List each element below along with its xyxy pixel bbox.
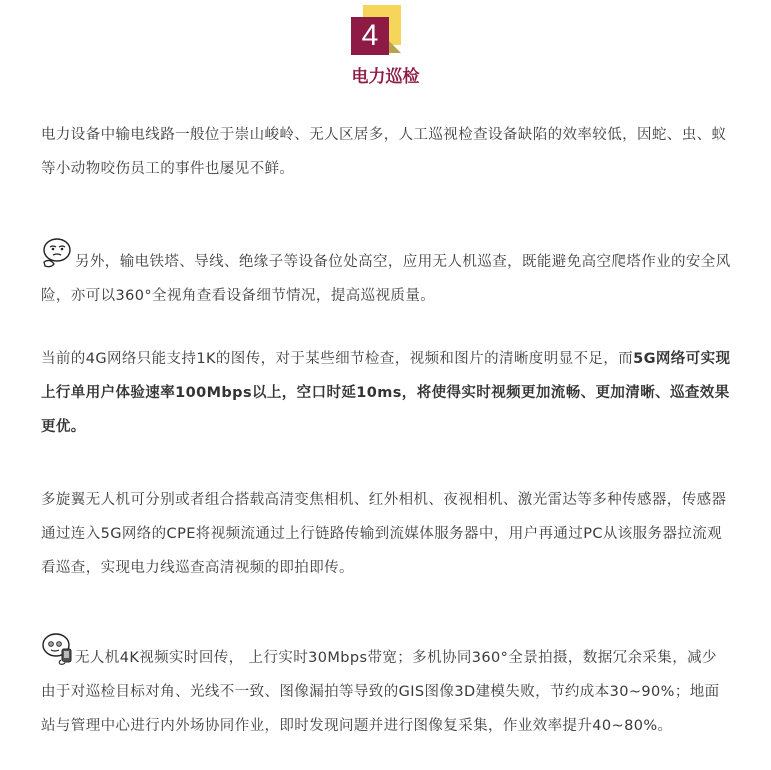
- badge-number: 4: [351, 17, 389, 55]
- section-title: 电力巡检: [351, 67, 420, 87]
- paragraph-4k-benefits: [41, 632, 731, 743]
- thinking-face-sketch-icon: [41, 236, 75, 270]
- paragraph-5g-bandwidth: [41, 342, 731, 444]
- section-number-badge: [351, 5, 403, 55]
- badge-fold-corner: [389, 41, 401, 53]
- paragraph-intro: 电力设备中输电线路一般位于崇山峻岭、无人区居多，人工巡视检查设备缺陷的效率较低，因蛇、虫、蚁等小动物咬伤员工的事件也屡见不鲜。: [41, 127, 727, 177]
- paragraph-drone-advantage-text: 另外，输电铁塔、导线、绝缘子等设备位处高空，应用无人机巡查，既能避免高空爬塔作业的安全风险，亦可以360°全视角查看设备细节情况，提高巡视质量。: [41, 254, 731, 304]
- paragraph-5g-bold-text: 5G网络可实现上行单用户体验速率100Mbps以上，空口时延10ms，将使得实时视频更加流畅、更加清晰、巡查效果更优。: [41, 351, 731, 435]
- phone-face-sketch-icon: [41, 632, 75, 666]
- paragraph-4k-benefits-text: 无人机4K视频实时回传， 上行实时30Mbps带宽；多机协同360°全景拍摄，数据冗余采集，减少由于对巡检目标对角、光线不一致、图像漏拍等导致的GIS图像3D建模失败，节约成本30~90%；地面站与管理中心进行内外场协同作业，即时发现问题并进行图像复采集，作业效率提升40~80%。: [41, 650, 720, 734]
- paragraph-multirotor-sensors: 多旋翼无人机可分别或者组合搭载高清变焦相机、红外相机、夜视相机、激光雷达等多种传感器，传感器通过连入5G网络的CPE将视频流通过上行链路传输到流媒体服务器中，用户再通过PC从该服务器拉流观看巡查，实现电力线巡查高清视频的即拍即传。: [41, 492, 727, 576]
- paragraph-drone-advantage: [41, 236, 731, 313]
- paragraph-5g-normal-text: 当前的4G网络只能支持1K的图传，对于某些细节检查，视频和图片的清晰度明显不足，而: [41, 351, 634, 367]
